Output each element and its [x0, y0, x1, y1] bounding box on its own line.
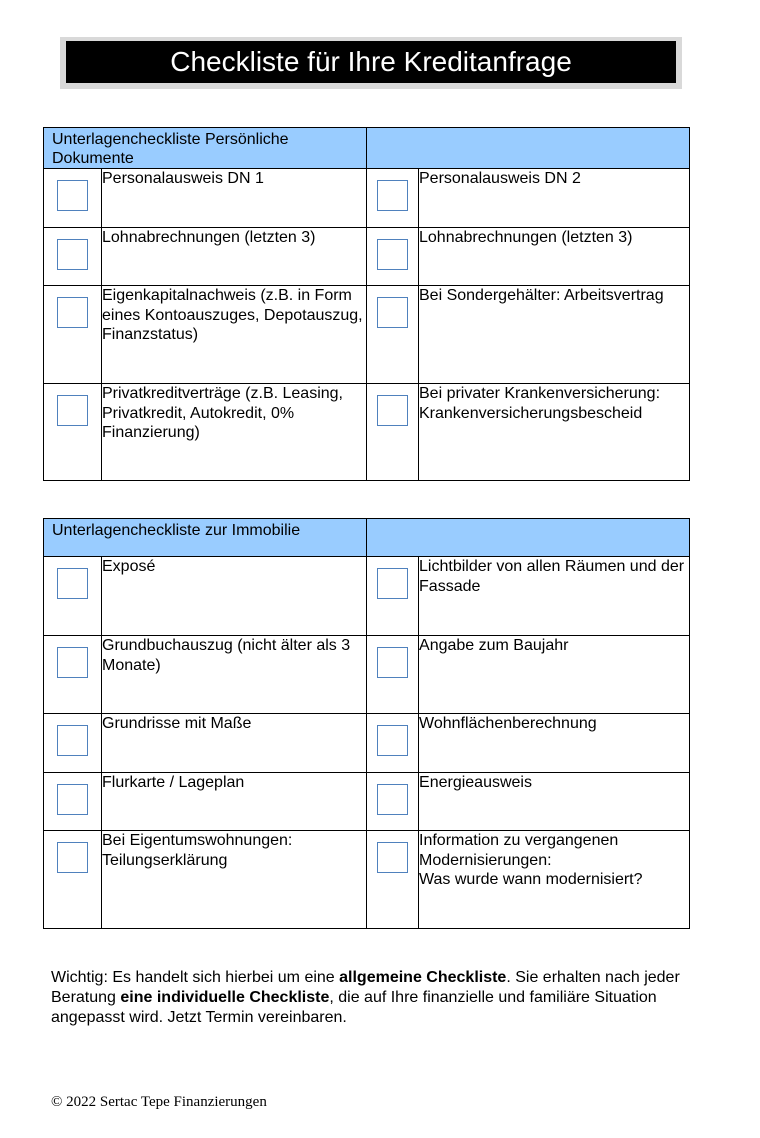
item-label: Bei privater Krankenversicherung: Krankenversicherungsbescheid: [419, 384, 690, 481]
item-label: Bei Sondergehälter: Arbeitsvertrag: [419, 286, 690, 384]
checkbox[interactable]: [57, 568, 88, 599]
note-text: , die auf Ihre finanzielle und familiäre Situation angepasst wird. Jetzt Termin vereinbaren.: [51, 989, 657, 1026]
personal-documents-header: Unterlagencheckliste Persönliche Dokumente: [44, 128, 367, 169]
header-empty: [367, 128, 690, 169]
copyright: © 2022 Sertac Tepe Finanzierungen: [51, 1094, 267, 1110]
table-row: [44, 714, 690, 773]
table-row: [44, 228, 690, 286]
item-label: Wohnflächenberechnung: [419, 714, 690, 773]
checkbox[interactable]: [377, 784, 408, 815]
checkbox[interactable]: [377, 725, 408, 756]
property-documents-header: Unterlagencheckliste zur Immobilie: [44, 519, 367, 557]
checkbox[interactable]: [57, 647, 88, 678]
item-label: Personalausweis DN 1: [102, 169, 367, 228]
table-row: [44, 831, 690, 929]
item-label: Lichtbilder von allen Räumen und der Fassade: [419, 557, 690, 636]
item-label: Privatkreditverträge (z.B. Leasing, Privatkredit, Autokredit, 0% Finanzierung): [102, 384, 367, 481]
item-label: Personalausweis DN 2: [419, 169, 690, 228]
note-text: Wichtig: Es handelt sich hierbei um eine: [51, 969, 340, 986]
important-note: [51, 968, 691, 1028]
checkbox[interactable]: [377, 842, 408, 873]
checkbox[interactable]: [57, 297, 88, 328]
checkbox[interactable]: [57, 784, 88, 815]
item-label: Grundbuchauszug (nicht älter als 3 Monate): [102, 636, 367, 714]
table-row: [44, 557, 690, 636]
item-label: Exposé: [102, 557, 367, 636]
table-row: [44, 773, 690, 831]
page-title: Checkliste für Ihre Kreditanfrage: [66, 41, 676, 83]
note-text: . Sie erhalten nach jeder Beratung: [51, 969, 680, 1006]
checkbox[interactable]: [377, 180, 408, 211]
table-row: [44, 286, 690, 384]
item-label: Lohnabrechnungen (letzten 3): [102, 228, 367, 286]
checkbox[interactable]: [377, 647, 408, 678]
checkbox[interactable]: [57, 725, 88, 756]
property-documents-table: [43, 518, 690, 929]
checkbox[interactable]: [377, 568, 408, 599]
item-label: Bei Eigentumswohnungen: Teilungserklärung: [102, 831, 367, 929]
checkbox[interactable]: [57, 842, 88, 873]
item-label: Energieausweis: [419, 773, 690, 831]
personal-documents-table: [43, 127, 690, 481]
checkbox[interactable]: [377, 395, 408, 426]
checkbox[interactable]: [377, 297, 408, 328]
checkbox[interactable]: [57, 395, 88, 426]
checkbox[interactable]: [57, 239, 88, 270]
checkbox[interactable]: [377, 239, 408, 270]
item-label: Lohnabrechnungen (letzten 3): [419, 228, 690, 286]
table-row: [44, 169, 690, 228]
note-bold: allgemeine Checkliste: [339, 969, 507, 986]
header-empty: [367, 519, 690, 557]
checkbox[interactable]: [57, 180, 88, 211]
note-bold: eine individuelle Checkliste: [120, 989, 330, 1006]
item-label: Flurkarte / Lageplan: [102, 773, 367, 831]
item-label: Eigenkapitalnachweis (z.B. in Form eines Kontoauszuges, Depotauszug, Finanzstatus): [102, 286, 367, 384]
table-row: [44, 384, 690, 481]
item-label: Angabe zum Baujahr: [419, 636, 690, 714]
item-label: Information zu vergangenen Modernisierungen: Was wurde wann modernisiert?: [419, 831, 690, 929]
table-row: [44, 636, 690, 714]
item-label: Grundrisse mit Maße: [102, 714, 367, 773]
